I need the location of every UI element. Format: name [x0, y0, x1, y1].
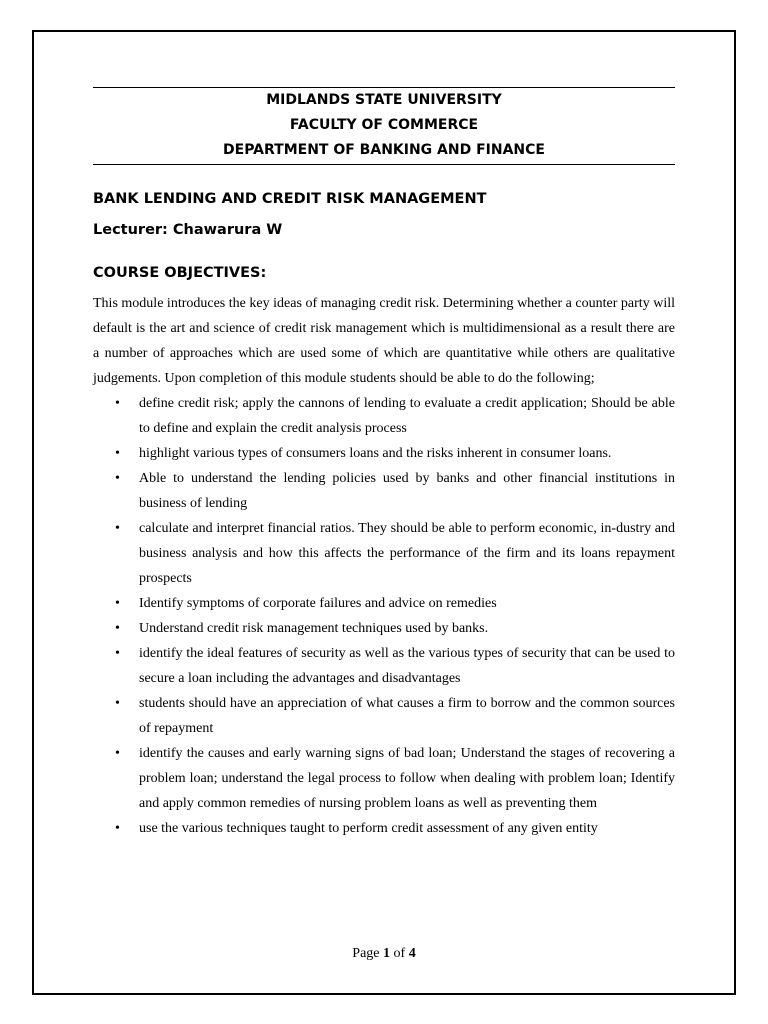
- faculty-name: FACULTY OF COMMERCE: [289, 117, 479, 133]
- objectives-heading: COURSE OBJECTIVES:: [93, 265, 267, 281]
- document-body: [93, 87, 675, 841]
- bullet-icon: •: [115, 746, 120, 761]
- list-item: • Able to understand the lending policies used by banks and other financial institutions in business of lending: [93, 466, 675, 516]
- bullet-icon: •: [115, 521, 120, 536]
- bullet-icon: •: [115, 696, 120, 711]
- bullet-icon: •: [115, 446, 120, 461]
- intro-paragraph: This module introduces the key ideas of managing credit risk. Determining whether a counter party will default is the art and science of credit risk management which is multidimensional as a result there are a number of approaches which are used some of which are quantitative while others are qualitative judgements. Upon completion of this module students should be able to do the following;: [93, 296, 675, 386]
- bullet-icon: •: [115, 471, 120, 486]
- list-item: • Understand credit risk management techniques used by banks.: [93, 616, 675, 641]
- list-item: • identify the causes and early warning signs of bad loan; Understand the stages of recovering a problem loan; understand the legal process to follow when dealing with problem loan; Identify and apply common remedies of nursing problem loans as well as preventing them: [93, 741, 675, 816]
- lecturer-name: Lecturer: Chawarura W: [93, 222, 283, 238]
- document-header: [93, 88, 675, 164]
- department-name: DEPARTMENT OF BANKING AND FINANCE: [223, 142, 545, 158]
- header-bottom-rule: [93, 164, 675, 165]
- objectives-list: [93, 391, 675, 841]
- list-item: • use the various techniques taught to perform credit assessment of any given entity: [93, 816, 675, 841]
- list-item: • Identify symptoms of corporate failures and advice on remedies: [93, 591, 675, 616]
- bullet-icon: •: [115, 596, 120, 611]
- page-number: Page 1 of 4: [352, 946, 416, 961]
- bullet-icon: •: [115, 821, 120, 836]
- bullet-icon: •: [115, 621, 120, 636]
- list-item: • define credit risk; apply the cannons of lending to evaluate a credit application; Should be able to define and explain the credit analysis process: [93, 391, 675, 441]
- list-item: • highlight various types of consumers loans and the risks inherent in consumer loans.: [93, 441, 675, 466]
- list-item: • identify the ideal features of security as well as the various types of security that can be used to secure a loan including the advantages and disadvantages: [93, 641, 675, 691]
- list-item: • students should have an appreciation of what causes a firm to borrow and the common sources of repayment: [93, 691, 675, 741]
- list-item: • calculate and interpret financial ratios. They should be able to perform economic, in-dustry and business analysis and how this affects the performance of the firm and its loans repayment prospects: [93, 516, 675, 591]
- university-name: MIDLANDS STATE UNIVERSITY: [266, 92, 502, 108]
- course-title: BANK LENDING AND CREDIT RISK MANAGEMENT: [93, 191, 487, 207]
- bullet-icon: •: [115, 646, 120, 661]
- bullet-icon: •: [115, 396, 120, 411]
